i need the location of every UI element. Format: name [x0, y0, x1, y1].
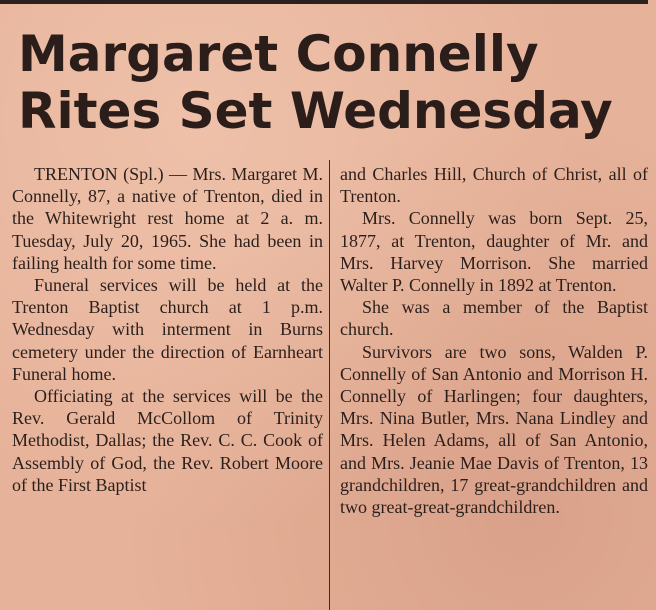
right-column [340, 163, 648, 518]
left-column [12, 163, 323, 496]
paragraph-funeral-services: Funeral services will be held at the Trenton Baptist church at 1 p.m. Wednesday with interment in Burns cemetery under the direction of Earnheart Funeral home. [12, 275, 323, 384]
paragraph-survivors: Survivors are two sons, Walden P. Connelly of San Antonio and Morrison H. Connelly of Harlingen; four daughters, Mrs. Nina Butler, Mrs. Nana Lindley and Mrs. Helen Adams, all of San Antonio, and Mrs. Jeanie Mae Davis of Trenton, 13 grandchildren, 17 great-grandchildren and two great-great-grandchildren. [340, 341, 648, 518]
headline [18, 26, 648, 140]
headline-line-1: Margaret Connelly [18, 25, 539, 83]
column-divider [329, 160, 330, 610]
top-rule [0, 0, 648, 4]
paragraph-dateline: TRENTON (Spl.) — Mrs. Margaret M. Connelly, 87, a native of Trenton, died in the Whitewright rest home at 2 a. m. Tuesday, July 20, 1965. She had been in failing health for some time. [12, 164, 323, 273]
headline-line-2: Rites Set Wednesday [18, 82, 613, 140]
paragraph-officiating: Officiating at the services will be the Rev. Gerald McCollom of Trinity Methodist, Dallas; the Rev. C. C. Cook of Assembly of God, the Rev. Robert Moore of the First Baptist [12, 386, 323, 495]
paragraph-officiating-continued: and Charles Hill, Church of Christ, all of Trenton. [340, 164, 648, 207]
paragraph-membership: She was a member of the Baptist church. [340, 297, 648, 340]
paragraph-birth: Mrs. Connelly was born Sept. 25, 1877, at Trenton, daughter of Mr. and Mrs. Harvey Morrison. She married Walter P. Connelly in 1892 at Trenton. [340, 208, 648, 296]
